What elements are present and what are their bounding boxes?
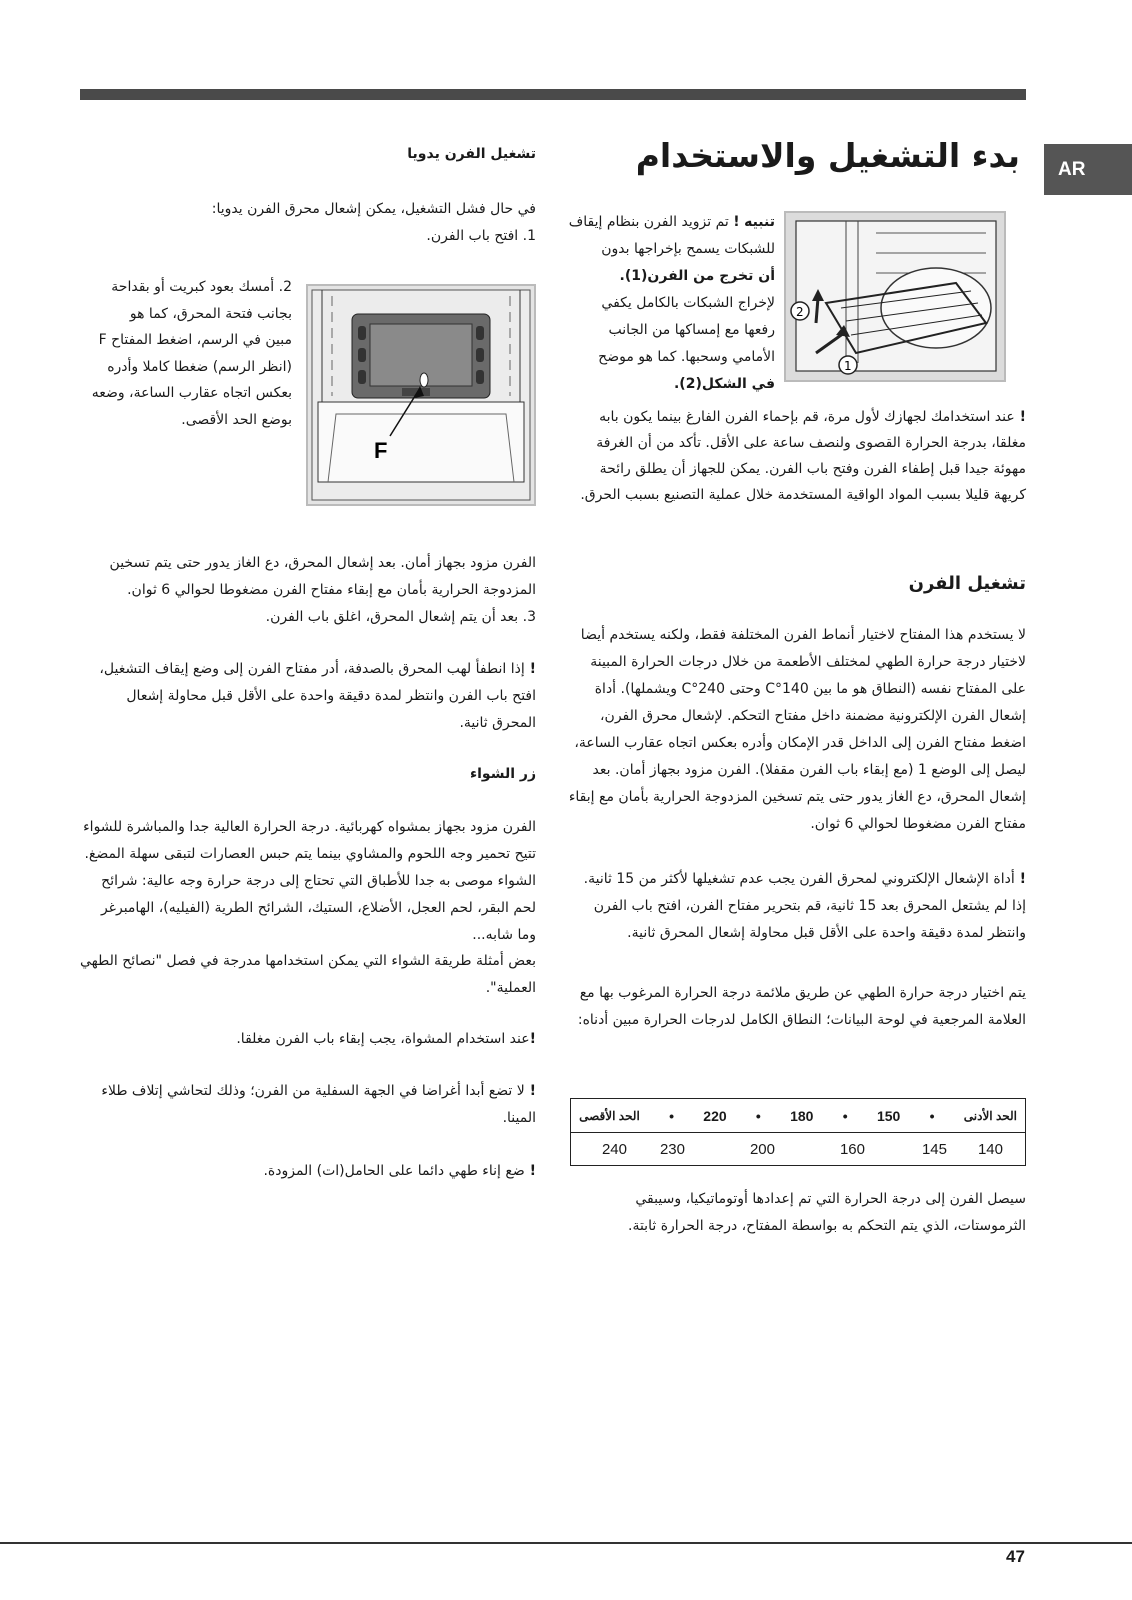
step-1: 1. افتح باب الفرن. xyxy=(426,228,536,244)
oven-rack-illustration xyxy=(786,213,1004,380)
ignition-warning-text: أداة الإشعال الإلكتروني لمحرق الفرن يجب عدم تشغيلها لأكثر من 15 ثانية. إذا لم يشتعل المحرق بعد 15 ثانية، قم بتحرير مفتاح الفرن، افتح باب الفرن وانتظر لمدة دقيقة واحدة على الأقل قبل محاولة إشعال المحرق ثانية. xyxy=(583,871,1026,941)
grill-door-note: !عند استخدام المشواة، يجب إبقاء باب الفرن مغلقا. xyxy=(236,1031,536,1047)
figure-label-f: F xyxy=(374,438,388,463)
temperature-selection-text: يتم اختيار درجة حرارة الطهي عن طريق ملائمة درجة الحرارة المرغوب بها مع العلامة المرجعية في لوحة البيانات؛ النطاق الكامل لدرجات الحرارة مبين أدناه: xyxy=(577,985,1026,1028)
temperature-scale-table xyxy=(570,1098,1026,1166)
bottom-rule xyxy=(0,1542,1132,1544)
step-2 xyxy=(80,274,292,433)
scale-temp: 160 xyxy=(839,1141,865,1158)
page-number: 47 xyxy=(1006,1547,1025,1566)
rack-note-text: ضع إناء طهي دائما على الحامل(ات) المزودة. xyxy=(263,1163,525,1179)
burner-figure xyxy=(306,284,536,506)
scale-value: 180 xyxy=(790,1107,814,1124)
language-tab: AR xyxy=(1044,144,1132,195)
top-rule xyxy=(80,89,1026,100)
oven-rack-figure xyxy=(784,211,1006,382)
first-use-warning: ! عند استخدامك لجهازك لأول مرة، قم بإحماء الفرن الفارغ بينما يكون بابه مغلقا، بدرجة الحرارة القصوى ولنصف ساعة على الأقل. تأكد من أن الغرفة مهوئة جيدا قبل إطفاء الفرن وفتح باب الفرن. يمكن للجهاز أن يطلق رائحة كريهة قليلا بسبب المواد الواقية المستخدمة خلال عملية التصنيع بسبب الحرق. xyxy=(580,409,1026,503)
first-use-text: عند استخدامك لجهازك لأول مرة، قم بإحماء الفرن الفارغ بينما يكون بابه مغلقا، بدرجة الحرارة القصوى ولنصف ساعة على الأقل. تأكد من أن الغرفة مهوئة جيدا قبل إطفاء الفرن وفتح باب الفرن. يمكن للجهاز أن يطلق رائحة كريهة قليلا بسبب المواد الواقية المستخدمة خلال عملية التصنيع بسبب الحرق. xyxy=(580,409,1026,503)
caution-line: الأمامي وسحبها. كما هو موضح xyxy=(598,349,775,365)
scale-temp: 240 xyxy=(601,1141,627,1158)
scale-dot: • xyxy=(929,1107,935,1124)
caution-label: تنبيه xyxy=(744,214,775,230)
page-title: بدء التشغيل والاستخدام xyxy=(635,136,1020,175)
scale-temp: 200 xyxy=(749,1141,775,1158)
enamel-warning-text: لا تضع أبدا أغراضا في الجهة السفلية من الفرن؛ وذلك لتحاشي إتلاف طلاء المينا. xyxy=(101,1083,536,1126)
scale-temp: 145 xyxy=(921,1141,947,1158)
caution-line: تم تزويد الفرن بنظام إيقاف xyxy=(568,214,729,230)
caution-line: للشبكات يسمح بإخراجها بدون xyxy=(601,241,775,257)
thermostat-text: سيصل الفرن إلى درجة الحرارة التي تم إعدادها أوتوماتيكيا، وسيبقي الثرموستات، الذي يتم التحكم به بواسطة المفتاح، درجة الحرارة ثابتة. xyxy=(628,1191,1026,1234)
flame-out-warning: ! إذا انطفأ لهب المحرق بالصدفة، أدر مفتاح الفرن إلى وضع إيقاف التشغيل، افتح باب الفرن وانتظر لمدة دقيقة واحدة على الأقل قبل محاولة إشعال المحرق ثانية. xyxy=(99,661,536,731)
step-2-line: 2. أمسك بعود كبريت أو بقداحة xyxy=(111,279,292,295)
scale-value: 150 xyxy=(876,1107,901,1124)
step-2-line: (انظر الرسم) ضغطا كاملا وأدره xyxy=(107,358,292,375)
scale-dot: • xyxy=(755,1107,761,1124)
scale-temp: 140 xyxy=(977,1141,1003,1158)
scale-dot: • xyxy=(669,1107,674,1124)
step-2-line: مبين في الرسم، اضغط المفتاح F xyxy=(98,332,292,348)
section-heading-oven-operation: تشغيل الفرن xyxy=(908,573,1026,594)
caution-line: رفعها مع إمساكها من الجانب xyxy=(608,322,775,338)
grill-heading: زر الشواء xyxy=(469,766,536,782)
ignition-warning: ! أداة الإشعال الإلكتروني لمحرق الفرن يجب عدم تشغيلها لأكثر من 15 ثانية. إذا لم يشتعل المحرق بعد 15 ثانية، قم بتحرير مفتاح الفرن، افتح باب الفرن وانتظر لمدة دقيقة واحدة على الأقل قبل محاولة إشعال المحرق ثانية. xyxy=(583,871,1026,941)
scale-max-label: الحد الأقصى xyxy=(579,1108,640,1123)
step-3: 3. بعد أن يتم إشعال المحرق، اغلق باب الفرن. xyxy=(265,609,536,625)
step-2-line: بجانب فتحة المحرق، كما هو xyxy=(129,305,292,322)
flame-out-warning-text: إذا انطفأ لهب المحرق بالصدفة، أدر مفتاح الفرن إلى وضع إيقاف التشغيل، افتح باب الفرن وانتظر لمدة دقيقة واحدة على الأقل قبل محاولة إشعال المحرق ثانية. xyxy=(99,661,536,731)
scale-min-label: الحد الأدنى xyxy=(963,1108,1017,1123)
scale-temp: 230 xyxy=(659,1141,685,1158)
safety-device-text: الفرن مزود بجهاز أمان. بعد إشعال المحرق، دع الغاز يدور حتى يتم تسخين المزدوجة الحرارية بأمان مع إبقاء مفتاح الفرن مضغوطا لحوالي 6 ثوان. xyxy=(109,555,536,598)
manual-ignition-heading: تشغيل الفرن يدويا xyxy=(407,146,536,162)
scale-value: 220 xyxy=(703,1107,727,1124)
marker-2: 2 xyxy=(796,305,804,319)
manual-intro: في حال فشل التشغيل، يمكن إشعال محرق الفرن يدويا: xyxy=(211,201,536,217)
oven-operation-text: لا يستخدم هذا المفتاح لاختيار أنماط الفرن المختلفة فقط، ولكنه يستخدم أيضا لاختيار درجة حرارة الطهي لمختلف الأطعمة من خلال درجات الحرارة المبينة على المفتاح نفسه (النطاق هو ما بين 140°C وحتى 240°C ويشملها). أداة إشعال الفرن الإلكترونية مضمنة داخل مفتاح التحكم. لإشعال محرق الفرن، اضغط مفتاح الفرن إلى الداخل قدر الإمكان وأدره بعكس اتجاه عقارب الساعة، ليصل إلى الوضع 1 (مع إبقاء باب الفرن مقفلا). الفرن مزود بجهاز أمان. بعد إشعال المحرق، دع الغاز يدور حتى يتم تسخين المزدوجة الحرارية بأمان مع إبقاء مفتاح الفرن مضغوطا لحوالي 6 ثوان. xyxy=(568,627,1026,832)
scale-dot: • xyxy=(842,1107,848,1124)
rack-caution: تنبيه ! تم تزويد الفرن بنظام إيقاف للشبكات يسمح بإخراجها بدون أن تخرج من الفرن(1). لإخراج الشبكات بالكامل يكفي رفعها مع إمساكها من الجانب الأمامي وسحبها. كما هو موضح في الشكل(2). xyxy=(565,209,775,398)
oven-burner-illustration xyxy=(308,286,534,504)
step-2-line: بوضع الحد الأقصى. xyxy=(181,411,292,428)
grill-examples: بعض أمثلة طريقة الشواء التي يمكن استخدامها مدرجة في فصل "نصائح الطهي العملية". xyxy=(80,953,536,996)
caution-line: في الشكل(2). xyxy=(673,376,775,392)
grill-door-text: عند استخدام المشواة، يجب إبقاء باب الفرن مغلقا. xyxy=(236,1031,530,1047)
caution-line: أن تخرج من الفرن(1). xyxy=(619,268,775,284)
rack-note: ! ضع إناء طهي دائما على الحامل(ات) المزودة. xyxy=(263,1163,536,1179)
caution-line: لإخراج الشبكات بالكامل يكفي xyxy=(601,295,775,311)
enamel-warning: ! لا تضع أبدا أغراضا في الجهة السفلية من الفرن؛ وذلك لتحاشي إتلاف طلاء المينا. xyxy=(101,1083,536,1126)
grill-text: الفرن مزود بجهاز بمشواه كهربائية. درجة الحرارة العالية جدا والمباشرة للشواء تتيح تحمير وجه اللحوم والمشاوي بينما يتم حبس العصارات لتبقى سهلة المضغ. الشواء موصى به جدا للأطباق التي تحتاج إلى درجة حرارة وجه عالية: شرائح لحم البقر، لحم العجل، الأضلاع، الستيك، الشرائح الطرية (الفيليه)، الهامبرغر وما شابه... xyxy=(83,819,536,943)
marker-1: 1 xyxy=(844,359,852,373)
step-2-line: بعكس اتجاه عقارب الساعة، وضعه xyxy=(91,385,292,401)
